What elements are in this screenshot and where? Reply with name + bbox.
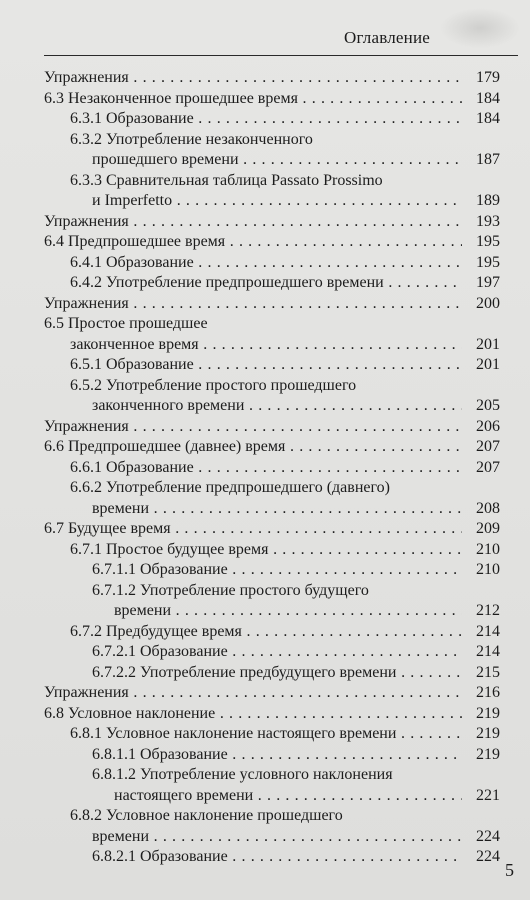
toc-entry-page: 201 [476,356,500,373]
toc-entry [44,765,500,786]
toc-entry-page: 206 [476,417,500,435]
toc-entry-title: и Imperfetto . . . [44,191,462,212]
toc-entry-title: Упражнения . . . [44,417,462,438]
toc-entry-page: 208 [476,499,500,517]
toc-entry-title: 6.8 Условное наклонение . . . [44,704,462,725]
toc-entry [44,642,500,663]
toc-entry [44,478,500,499]
toc-entry-title: 6.7 Будущее время . . . [44,519,462,540]
toc-entry [44,376,500,397]
toc-entry-title: 6.7.1 Простое будущее время . . . [44,540,462,561]
toc-entry-page: 179 [476,69,500,86]
toc-entry-title: 6.7.2.1 Образование . . . [44,642,462,663]
toc-entry-title: Упражнения . . . [44,212,462,233]
toc-entry [44,253,500,274]
toc-entry [44,786,500,807]
toc-entry [44,314,500,335]
header-rule [44,55,518,56]
toc-entry-title: времени . . . [44,601,462,622]
toc-entry [44,232,500,253]
toc-entry-page: 214 [476,643,500,660]
toc-entry-page: 209 [476,520,500,537]
toc-entry-page: 189 [476,192,500,209]
toc-entry-title: 6.8.2.1 Образование . . . [44,847,462,868]
toc-entry-title: законченное время . . . [44,335,462,356]
toc-entry-title: Упражнения . . . [44,294,462,315]
toc-entry-title: 6.5 Простое прошедшее [44,315,208,332]
toc-entry [44,68,500,89]
toc-entry-page: 214 [476,622,500,640]
toc-entry-page: 219 [476,745,500,763]
toc-entry-title: 6.7.1.1 Образование . . . [44,560,462,581]
toc-entry-page: 193 [476,212,500,230]
toc-entry-title: Упражнения . . . [44,683,462,704]
toc-entry [44,150,500,171]
toc-entry-page: 224 [476,848,500,865]
toc-entry-title: 6.8.2 Условное наклонение прошедшего [70,807,343,824]
toc-entry [44,335,500,356]
toc-entry-page: 215 [476,663,500,681]
toc-entry-title: законченного времени . . . [44,396,462,417]
toc-entry-page: 201 [476,335,500,353]
toc-entry-title: 6.7.2.2 Употребление предбудущего времени . . . [44,663,462,684]
page-smudge [440,8,520,48]
toc-entry [44,171,500,192]
toc-entry-page: 195 [476,233,500,250]
toc-entry-page: 212 [476,602,500,619]
toc-entry [44,519,500,540]
toc-entry [44,212,500,233]
toc-entry-page: 221 [476,786,500,804]
toc-entry-title: 6.4.1 Образование . . . [44,253,462,274]
toc-entry-page: 210 [476,561,500,578]
toc-entry-page: 205 [476,397,500,414]
toc-entry-title: времени . . . [44,827,462,848]
toc-entry-title: 6.8.1 Условное наклонение настоящего времени . . . [44,724,462,745]
toc-entry-page: 224 [476,827,500,845]
toc-entry-title: 6.7.1.2 Употребление простого будущего [92,581,369,599]
toc-entry-page: 184 [476,89,500,107]
toc-entry-title: 6.6 Предпрошедшее (давнее) время . . . [44,437,462,458]
toc-entry [44,581,500,602]
toc-entry [44,499,500,520]
toc-entry-title: 6.6.2 Употребление предпрошедшего (давнего) [70,479,390,496]
toc-entry-title: времени . . . [44,499,462,520]
toc-entry-title: 6.8.1.1 Образование . . . [44,745,462,766]
toc-entry [44,745,500,766]
toc-entry-page: 219 [476,704,500,722]
toc-entry-page: 184 [476,110,500,127]
toc-entry-title: 6.3.2 Употребление незаконченного [70,130,313,148]
toc-entry [44,724,500,745]
toc-entry-title: 6.7.2 Предбудущее время . . . [44,622,462,643]
toc-entry-title: Упражнения . . . [44,68,462,89]
toc-entry [44,396,500,417]
toc-entry [44,130,500,151]
page-number: 5 [505,860,514,880]
toc-entry-page: 207 [476,458,500,476]
toc-entry-page: 210 [476,540,500,558]
toc-entry-page: 219 [476,725,500,742]
toc-entry-page: 195 [476,253,500,271]
toc-entry [44,294,500,315]
toc-entry-page: 200 [476,294,500,312]
toc-entry-page: 216 [476,684,500,701]
toc-entry-title: 6.4 Предпрошедшее время . . . [44,232,462,253]
toc-entry-page: 207 [476,438,500,455]
toc-entry [44,191,500,212]
toc-entry [44,847,500,868]
toc-entry-title: 6.5.2 Употребление простого прошедшего [70,376,357,394]
toc-entry-title: 6.5.1 Образование . . . [44,355,462,376]
toc-entry-title: 6.4.2 Употребление предпрошедшего времени . . . [44,273,462,294]
toc-entry [44,601,500,622]
toc-entry [44,458,500,479]
toc-entry [44,704,500,725]
running-header-title: Оглавление [344,28,430,47]
toc-entry [44,827,500,848]
toc-entry-title: 6.8.1.2 Употребление условного наклонения [92,766,393,783]
toc-entry-title: 6.3 Незаконченное прошедшее время . . . [44,89,462,110]
toc-entry-title: 6.3.3 Сравнительная таблица Passato Prossimo [70,171,383,189]
toc-entry [44,663,500,684]
toc-entry-title: 6.3.1 Образование . . . [44,109,462,130]
toc-entry [44,273,500,294]
toc-entry [44,622,500,643]
toc-entry [44,683,500,704]
toc-entry-title: настоящего времени . . . [44,786,462,807]
toc-entry [44,540,500,561]
toc-entry [44,355,500,376]
toc-entry [44,89,500,110]
toc-entry [44,109,500,130]
toc-entry-page: 197 [476,274,500,291]
toc-entry-title: прошедшего времени . . . [44,150,462,171]
toc-entry [44,560,500,581]
toc-entry-title: 6.6.1 Образование . . . [44,458,462,479]
table-of-contents [44,68,500,868]
toc-entry [44,417,500,438]
toc-entry-page: 187 [476,151,500,168]
toc-entry [44,437,500,458]
toc-entry [44,806,500,827]
